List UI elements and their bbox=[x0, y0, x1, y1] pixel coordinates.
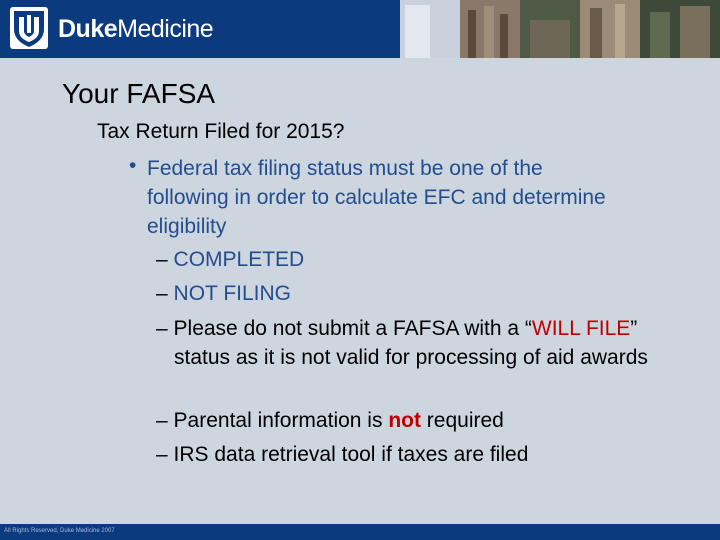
dash-marker: – bbox=[156, 317, 168, 340]
list-item-not-filing bbox=[156, 279, 291, 308]
dash-marker: – bbox=[156, 409, 168, 432]
duke-shield-logo-icon bbox=[10, 7, 48, 49]
copyright-text: All Rights Reserved, Duke Medicine 2007 bbox=[4, 528, 115, 534]
footer-bar bbox=[0, 524, 720, 540]
parental-post: required bbox=[420, 409, 504, 432]
list-item-parental bbox=[156, 406, 504, 435]
will-file-pre: Please do not submit a FAFSA with a “ bbox=[173, 317, 532, 340]
slide-title: Your FAFSA bbox=[62, 78, 216, 109]
dash-marker: – bbox=[156, 282, 168, 305]
header-bar bbox=[0, 0, 720, 58]
slide-subtitle: Tax Return Filed for 2015? bbox=[97, 120, 345, 143]
parental-pre: Parental information is bbox=[173, 409, 389, 432]
list-item-completed bbox=[156, 245, 304, 274]
irs-text: IRS data retrieval tool if taxes are filed bbox=[173, 443, 529, 466]
parental-not: not bbox=[388, 409, 421, 432]
dash-marker: – bbox=[156, 443, 168, 466]
dash-marker: – bbox=[156, 248, 168, 271]
brand-regular: Medicine bbox=[117, 15, 214, 43]
brand-bold: Duke bbox=[58, 15, 118, 43]
duke-medicine-wordmark bbox=[58, 15, 213, 44]
bullet-marker: • bbox=[129, 154, 137, 177]
will-file-post: ” status as it is not valid for processing of aid awards bbox=[174, 317, 648, 369]
not-filing-text: NOT FILING bbox=[173, 282, 291, 305]
list-item-irs bbox=[156, 440, 528, 469]
will-file-status: WILL FILE bbox=[531, 317, 631, 340]
bullet-text: Federal tax filing status must be one of the following in order to calculate EFC and determine eligibility bbox=[147, 157, 606, 238]
completed-text: COMPLETED bbox=[173, 248, 305, 271]
list-item-will-file bbox=[156, 314, 684, 372]
chapel-photo bbox=[400, 0, 720, 58]
